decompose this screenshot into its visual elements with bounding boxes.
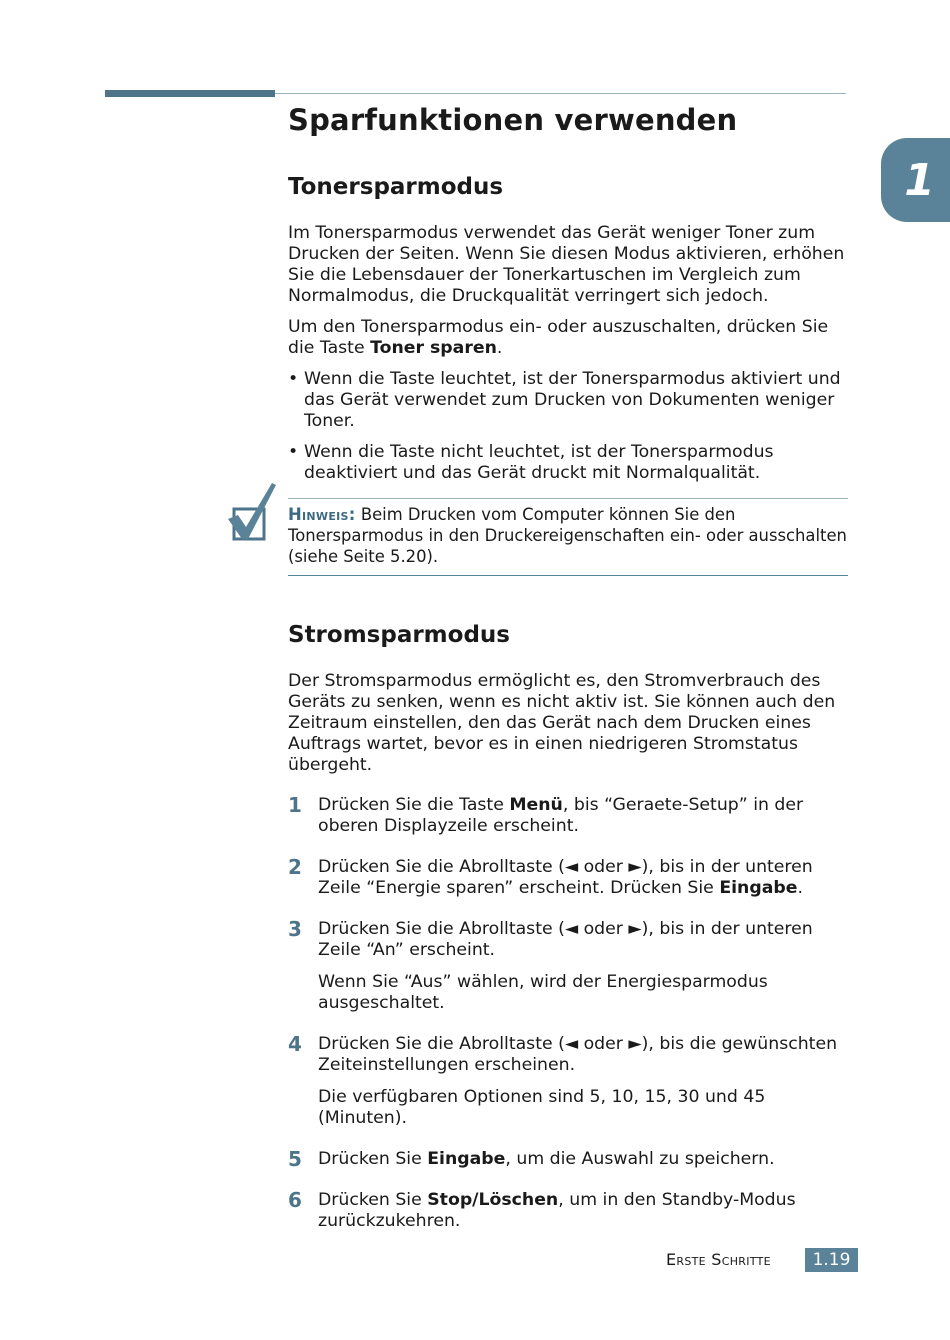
step-text [318,1149,848,1170]
step-number: 3 [288,917,302,941]
step-text [318,919,848,961]
step-text [318,795,848,837]
step-text-pre: Drücken Sie die Abrolltaste (◄ oder ►), bis in der unteren Zeile “Energie sparen” erscheint. Drücken Sie [318,857,813,898]
step-item [288,795,848,837]
step-text-key: Stop/Löschen [427,1190,559,1210]
step-text [318,1034,848,1076]
power-paragraph: Der Stromsparmodus ermöglicht es, den Stromverbrauch des Geräts zu senken, wenn es nicht aktiv ist. Sie können auch den Zeitraum einstellen, den das Gerät nach dem Drucken eines Auftrags wartet, bevor es in einen niedrigeren Stromstatus übergeht. [288,671,836,775]
step-number: 1 [288,793,302,817]
step-text-key: Menü [509,795,563,815]
header-rule-thin [275,93,846,94]
power-heading: Stromsparmodus [288,622,510,648]
step-text [318,857,848,899]
chapter-tab: 1 [881,138,950,222]
step-number: 4 [288,1032,302,1056]
list-item: • Wenn die Taste nicht leuchtet, ist der Tonersparmodus deaktiviert und das Gerät druckt mit Normalqualität. [288,442,848,484]
step-text-pre: Drücken Sie die Abrolltaste (◄ oder ►), bis die gewünschten Zeiteinstellungen erscheinen. [318,1034,838,1075]
footer-page-number: 1.19 [805,1248,858,1272]
toner-paragraph-2-prefix: Um den Tonersparmodus ein- oder auszuschalten, drücken Sie die Taste [288,317,829,358]
toner-paragraph-1: Im Tonersparmodus verwendet das Gerät weniger Toner zum Drucken der Seiten. Wenn Sie diesen Modus aktivieren, erhöhen Sie die Lebensdauer der Tonerkartuschen im Vergleich zum Normalmodus, die Druckqualität verringert sich jedoch. [288,223,845,306]
footer-section-label: Erste Schritte [666,1250,771,1269]
step-text-post: . [797,878,803,898]
step-text-pre: Drücken Sie die Abrolltaste (◄ oder ►), bis in der unteren Zeile “An” erscheint. [318,919,813,960]
step-subtext: Wenn Sie “Aus” wählen, wird der Energiesparmodus ausgeschaltet. [318,972,768,1013]
step-item [288,1034,848,1129]
note-body: Beim Drucken vom Computer können Sie den Tonersparmodus in den Druckereigenschaften ein- oder ausschalten (siehe Seite 5.20). [288,505,847,566]
step-text [318,1190,848,1232]
step-subtext: Die verfügbaren Optionen sind 5, 10, 15, 30 und 45 (Minuten). [318,1087,766,1128]
step-text-post: , um die Auswahl zu speichern. [505,1149,775,1169]
step-number: 5 [288,1147,302,1171]
toner-key-label: Toner sparen [370,338,497,358]
toner-paragraph-2-suffix: . [496,338,503,358]
note-box [288,498,848,576]
toner-paragraph-2 [288,317,848,359]
page-content [288,102,848,1252]
list-item: • Wenn die Taste leuchtet, ist der Tonersparmodus aktiviert und das Gerät verwendet zum Drucken von Dokumenten weniger Toner. [288,369,848,432]
header-rule-thick [105,90,275,97]
step-text-pre: Drücken Sie die Taste [318,795,510,815]
step-number: 6 [288,1188,302,1212]
step-item [288,1149,848,1170]
step-text-pre: Drücken Sie [318,1149,428,1169]
toner-bullet-list [288,369,848,484]
note-text [288,504,848,567]
step-text-pre: Drücken Sie [318,1190,428,1210]
step-item [288,919,848,1014]
checkmark-note-icon [226,481,278,545]
step-number: 2 [288,855,302,879]
step-text-key: Eingabe [719,878,798,898]
step-text-post: , bis “Geraete-Setup” in der oberen Displayzeile erscheint. [318,795,804,836]
power-steps [288,795,848,1232]
step-item [288,1190,848,1232]
toner-heading: Tonersparmodus [288,174,504,200]
step-item [288,857,848,899]
page-title: Sparfunktionen verwenden [288,103,738,137]
step-text-key: Eingabe [427,1149,506,1169]
note-label: Hinweis: [288,505,356,524]
step-text-post: , um in den Standby-Modus zurückzukehren. [318,1190,796,1231]
